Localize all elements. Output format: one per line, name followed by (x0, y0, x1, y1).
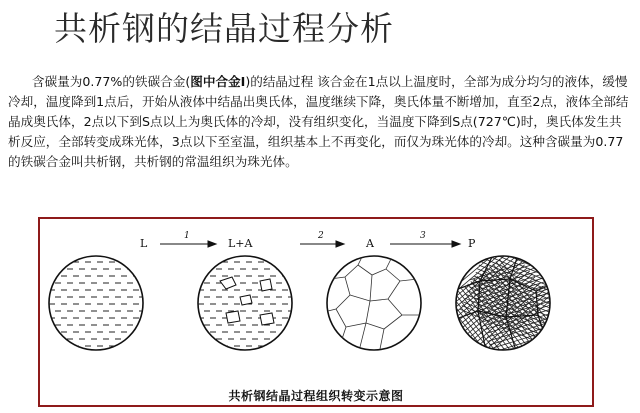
figure-frame (38, 217, 594, 407)
phase-label-A: A (366, 237, 374, 250)
arrow-3 (390, 241, 460, 247)
phase-label-P: P (468, 237, 476, 250)
body-paragraph (8, 72, 632, 172)
slide-title: 共析钢的结晶过程分析 (54, 9, 394, 48)
liquid-structure-circle (49, 256, 145, 350)
paragraph-text-1: 含碳量为0.77%的铁碳合金( (32, 74, 191, 89)
transformation-diagram (40, 219, 592, 405)
step-label-1: 1 (184, 231, 190, 241)
phase-label-L: L (140, 237, 148, 250)
phase-label-L-plus-A: L+A (228, 237, 253, 250)
austenite-structure-circle (327, 256, 421, 350)
figure-caption: 共析钢结晶过程组织转变示意图 (228, 389, 404, 403)
arrow-1 (160, 241, 216, 247)
arrow-2 (300, 241, 344, 247)
liquid-austenite-structure-circle (198, 256, 294, 350)
step-label-3: 3 (420, 231, 426, 241)
step-label-2: 2 (318, 231, 324, 241)
pearlite-structure-circle (405, 219, 591, 404)
paragraph-text-2: )的结晶过程 该合金在1点以上温度时，全部为成分均匀的液体，缓慢冷却，温度降到1点后，开始从液体中结晶出奥氏体，温度继续下降，奥氏体量不断增加，直至2点，液体全部结晶成奥氏体，2点以下到S点以上为奥氏体的冷却，没有组织变化，当温度下降到S点(727℃)时，奥氏体发生共析反应，全部转变成珠光体，3点以下至室温，组织基本上不再变化，而仅为珠光体的冷却。这种含碳量为0.77的铁碳合金叫共析钢，共析钢的常温组织为珠光体。 (8, 74, 629, 169)
paragraph-bold-figure-ref: 图中合金Ⅰ (190, 74, 246, 89)
